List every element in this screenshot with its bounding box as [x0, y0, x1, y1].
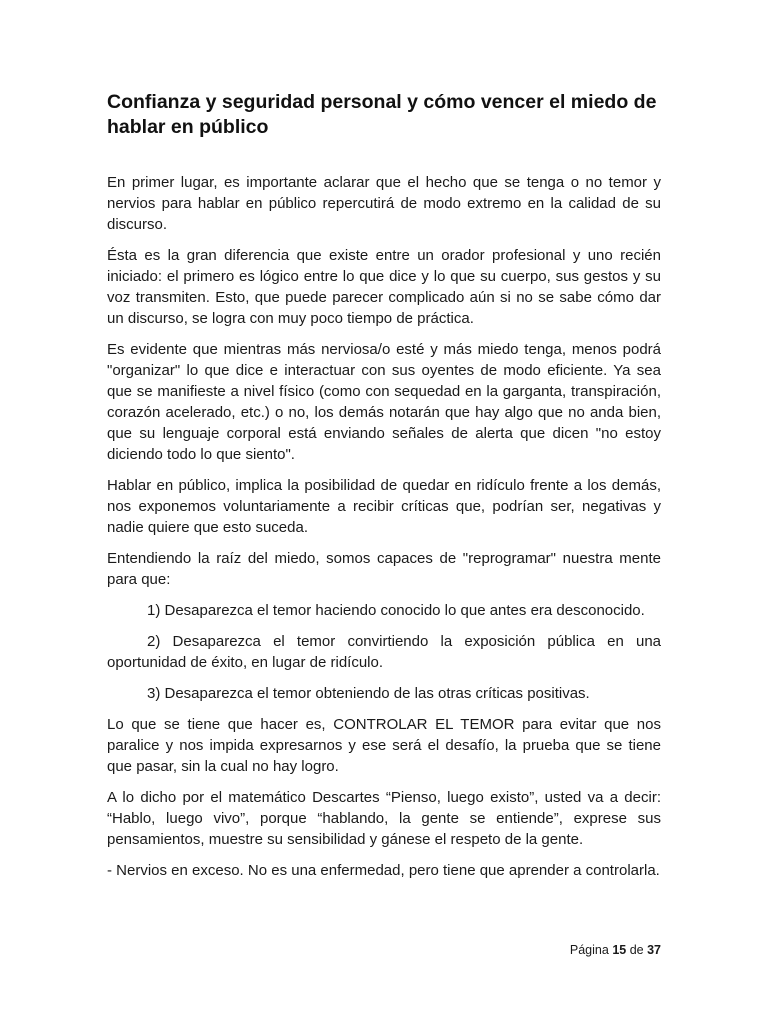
- page-number: [570, 943, 661, 957]
- list-item: 3) Desaparezca el temor obteniendo de las otras críticas positivas.: [147, 685, 590, 702]
- total-pages-number: 37: [647, 943, 661, 957]
- list-item: 1) Desaparezca el temor haciendo conocido lo que antes era desconocido.: [147, 602, 645, 619]
- paragraph: Ésta es la gran diferencia que existe entre un orador profesional y uno recién iniciado: el primero es lógico entre lo que dice y lo que su cuerpo, sus gestos y su voz transmiten. Esto, que puede parecer complicado aún si no se sabe cómo dar un discurso, se logra con muy poco tiempo de práctica.: [107, 247, 661, 327]
- page-content: [107, 90, 661, 891]
- paragraph: Lo que se tiene que hacer es, CONTROLAR EL TEMOR para evitar que nos paralice y nos impida expresarnos y ese será el desafío, la prueba que se tiene que pasar, sin la cual no hay logro.: [107, 716, 661, 775]
- paragraph: Hablar en público, implica la posibilidad de quedar en ridículo frente a los demás, nos exponemos voluntariamente a recibir críticas que, podrían ser, negativas y nadie quiere que esto suceda.: [107, 477, 661, 536]
- document-title: Confianza y seguridad personal y cómo vencer el miedo de hablar en público: [107, 91, 657, 138]
- list-item: 2) Desaparezca el temor convirtiendo la exposición pública en una oportunidad de éxito, en lugar de ridículo.: [107, 633, 661, 671]
- paragraph: Es evidente que mientras más nerviosa/o esté y más miedo tenga, menos podrá "organizar" lo que dice e interactuar con sus oyentes de modo eficiente. Ya sea que se manifieste a nivel físico (como con sequedad en la garganta, transpiración, corazón acelerado, etc.) o no, los demás notarán que hay algo que no anda bien, que su lenguaje corporal está enviando señales de alerta que dicen "no estoy diciendo todo lo que siento".: [107, 341, 661, 463]
- paragraph: A lo dicho por el matemático Descartes “Pienso, luego existo”, usted va a decir: “Hablo, luego vivo”, porque “hablando, la gente se entiende”, exprese sus pensamientos, muestre su sensibilidad y gánese el respeto de la gente.: [107, 789, 661, 848]
- paragraph: Entendiendo la raíz del miedo, somos capaces de "reprogramar" nuestra mente para que:: [107, 550, 661, 588]
- of-label: de: [629, 943, 644, 957]
- page-label: Página: [569, 943, 609, 957]
- current-page-number: 15: [612, 943, 627, 957]
- paragraph: - Nervios en exceso. No es una enfermedad, pero tiene que aprender a controlarla.: [107, 862, 660, 879]
- paragraph: En primer lugar, es importante aclarar que el hecho que se tenga o no temor y nervios para hablar en público repercutirá de modo extremo en la calidad de su discurso.: [107, 174, 661, 233]
